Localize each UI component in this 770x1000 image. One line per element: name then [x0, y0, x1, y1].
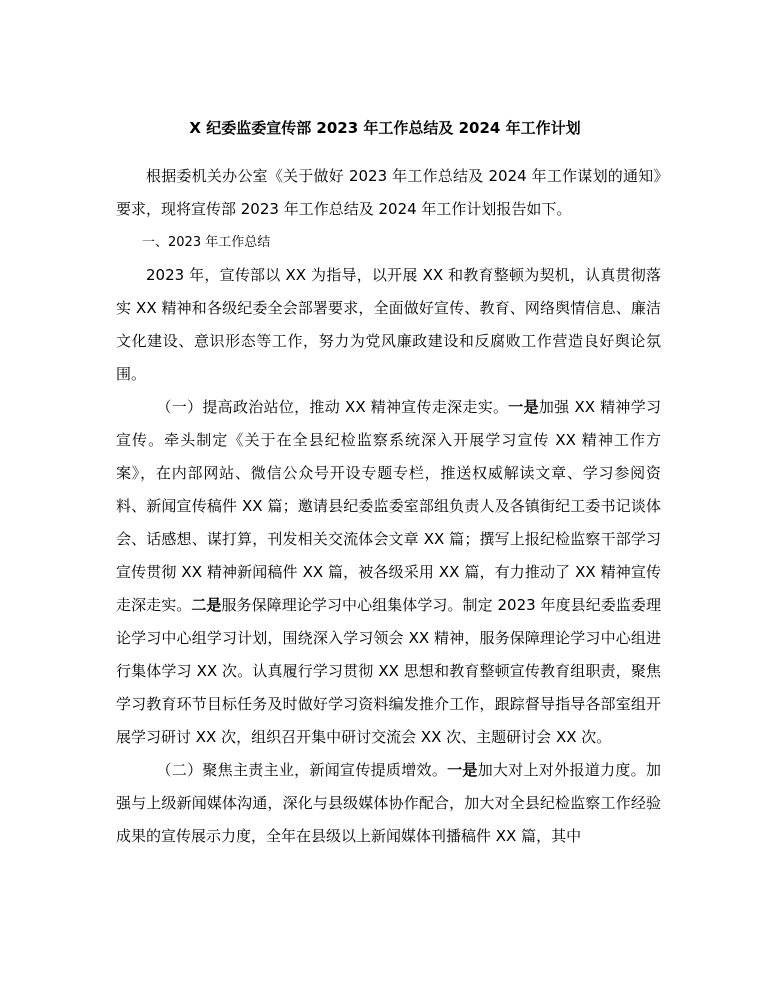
- intro-paragraph: 根据委机关办公室《关于做好 2023 年工作总结及 2024 年工作谋划的通知》要求，现将宣传部 2023 年工作总结及 2024 年工作计划报告如下。: [116, 167, 661, 218]
- section-1-first-label: 一是: [508, 398, 539, 416]
- paragraph-section-2: [116, 754, 661, 853]
- section-1-second-label: 二是: [191, 596, 222, 614]
- paragraph-section-1: [116, 391, 661, 754]
- document-title: X 纪委监委宣传部 2023 年工作总结及 2024 年工作计划: [189, 119, 581, 137]
- section-heading: 一、2023 年工作总结: [142, 235, 271, 250]
- section-2-first-text: 加大对上对外报道力度。加强与上级新闻媒体沟通，深化与县级媒体协作配合，加大对全县纪检监察工作经验成果的宣传展示力度，全年在县级以上新闻媒体刊播稿件 XX 篇，其中: [116, 761, 661, 845]
- section-2-heading: （二）聚焦主责主业，新闻宣传提质增效。: [156, 761, 448, 779]
- section-1-heading: （一）提高政治站位，推动 XX 精神宣传走深走实。: [156, 398, 509, 416]
- section-1-first-text: 加强 XX 精神学习宣传。牵头制定《关于在全县纪检监察系统深入开展学习宣传 XX 精神工作方案》，在内部网站、微信公众号开设专题专栏，推送权威解读文章、学习参阅资料、新闻宣传稿件 XX 篇；邀请县纪委监委室部组负责人及各镇街纪工委书记谈体会、话感想、谋打算，刊发相关交流体会文章 XX 篇；撰写上报纪检监察干部学习宣传贯彻 XX 精神新闻稿件 XX 篇，被各级采用 XX 篇，有力推动了 XX 精神宣传走深走实。: [116, 398, 661, 614]
- section-2-first-label: 一是: [447, 761, 478, 779]
- document-body: [116, 160, 661, 853]
- section-1-second-text: 服务保障理论学习中心组集体学习。制定 2023 年度县纪委监委理论学习中心组学习计划，围绕深入学习领会 XX 精神，服务保障理论学习中心组进行集体学习 XX 次。认真履行学习贯彻 XX 思想和教育整顿宣传教育组职责，聚焦学习教育环节目标任务及时做好学习资料编发推介工作，跟踪督导指导各部室组开展学习研讨 XX 次，组织召开集中研讨交流会 XX 次、主题研讨会 XX 次。: [116, 596, 661, 746]
- summary-paragraph: 2023 年，宣传部以 XX 为指导，以开展 XX 和教育整顿为契机，认真贯彻落实 XX 精神和各级纪委全会部署要求，全面做好宣传、教育、网络舆情信息、廉洁文化建设、意识形态等工作，努力为党风廉政建设和反腐败工作营造良好舆论氛围。: [116, 266, 661, 383]
